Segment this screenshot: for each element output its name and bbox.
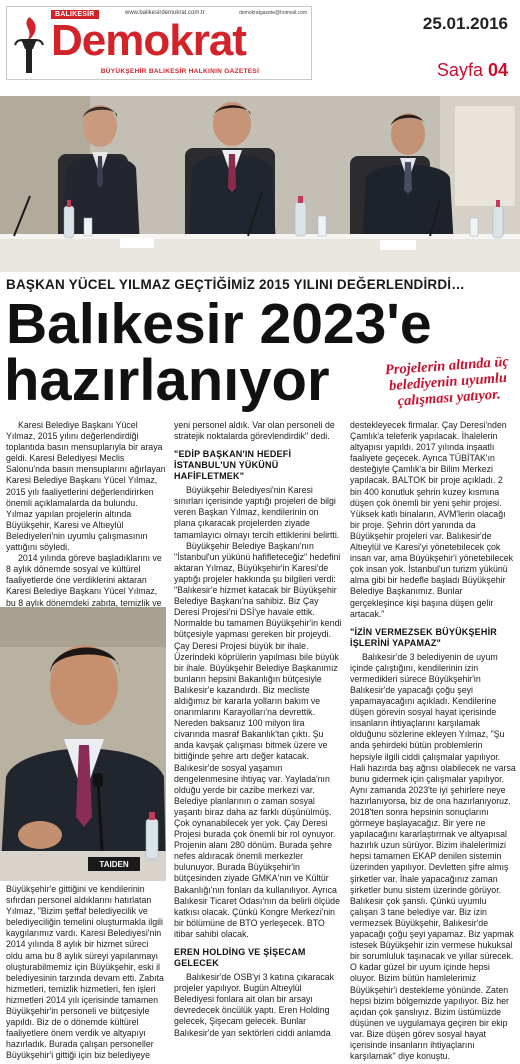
section-heading: "İZİN VERMEZSEK BÜYÜKŞEHİR İŞLERİNİ YAPAMAZ" [350, 626, 497, 648]
article-column-2 [174, 420, 342, 1062]
paragraph: yeni personel aldık. Var olan personeli de stratejik noktalarda görevlendirdik" dedi. [174, 420, 335, 442]
email-link[interactable]: demokratgazete@hotmail.com [239, 10, 307, 16]
sub-headline: Projelerin altında üç belediyenin uyumlu çalışması yatıyor. [384, 353, 510, 410]
article-column-3 [350, 420, 516, 1062]
paragraph: Balıkesir'de OSB'yi 3 katına çıkaracak projeler yapılıyor. Bugün Altıeylül Belediyesi fonlara ait olan bir arsayı devredecek öncülük yaptı. Eren Holding gelecek, Şişecam gelecek. Bunlar Balıkesir'de yan sektörleri ciddi anlamda [174, 972, 335, 1038]
page-number [437, 60, 508, 81]
newspaper-title: Demokrat [51, 16, 246, 65]
paragraph: 2014 yılında göreve başladıklarını ve 8 aylık dönemde sosyal ve kültürel faaliyetlerde öne verdiklerini aktaran Karesi Belediye Başkanı Yücel Yılmaz, bu 8 aylık dönemdeki zabıta, temizlik ve [6, 553, 162, 608]
article-column-1-top [6, 420, 166, 606]
supra-headline: BAŞKAN YÜCEL YILMAZ GEÇTİĞİMİZ 2015 YILINI DEĞERLENDİRDİ… [6, 277, 465, 292]
paragraph: Büyükşehir Belediye Başkanı'nın "İstanbul'un yükünü hafifleteceğiz" hedefini aktaran Yılmaz, Büyükşehir'in Karesi'de yaptığı projeler hakkında şu bilgileri verdi: "Balıkesir'e hizmet katacak bir Büyükşehir Belediye Başkanı'na sahibiz. Biz Çay Deresi Projesi'ni DSİ'ye havale ettik. Normalde bu tamamen Büyükşehir'in kendi bütçesiyle yapması gereken bir projeydi. Çay Deresi Projesi büyük bir ihale. Üzerindeki köprülerin yapılması bile büyük bir ihale. Büyükşehir Belediye Başkanımız bunların hepsini Bakanlığın bütçesiyle Balıkesir'e kazandırdı. Biz mecliste aldığımız bir kararla yolların bakım ve onarımlarını Karayolları'na devrettik. Nereden baksanız 100 milyon lira civarında masraf Bakanlık'tan çıktı. Şu anda kavşak çalışması bitmek üzere ve bittiğinde şehre artı değer katacak. Balıkesir'de sosyal yaşamın dengelenmesine ihtiyaç var. Yaylada'nın olduğu yerde bir cazibe merkezi var. Belediye planlarının o zaman sosyal yaşantı biraz daha az farklı düşünülmüş. Çok oynanabilecek yer yok. Çay Deresi Projesi burada çok önemli bir rol oynuyor. Projenin alanı 280 dönüm. Burada şehre nefes aldıracak önemli merkezler bulunuyor. Burada Büyükşehir'in bütçesinden ziyade GMKA'nın ve Kültür Bakanlığı'nın fonları da kullanılıyor. Ayrıca Balıkesir Ticaret Odası'nın da belirli ölçüde katkısı olacak. Çünkü Kongre Merkezi'nin bir bölümüne de BTO yerleşecek. BTO itibar sahibi olacak. [174, 540, 342, 939]
website-link[interactable]: www.balikesirdemokrat.com.tr [125, 10, 205, 16]
section-heading: "EDİP BAŞKAN'IN HEDEFİ İSTANBUL'UN YÜKÜNÜ HAFİFLETMEK" [174, 449, 292, 482]
masthead [0, 0, 520, 86]
paragraph: Büyükşehir Belediyesi'nin Karesi sınırları içerisinde yaptığı projeleri de bilgi veren Başkan Yılmaz, kendilerinin on plana çıkaracak projelerden ziyade tamamlayıcı olmayı tercih ettiklerini belirtti. [174, 485, 340, 540]
page-number-value: 04 [487, 60, 508, 80]
paragraph: Karesi Belediye Başkanı Yücel Yılmaz, 2015 yılını değerlendirdiği toplantıda basın mensuplarıyla bir araya geldi. Karesi Belediyesi Meclis Salonu'nda basın mensuplarını ağırlayan Karesi Belediye Başkanı Yücel Yılmaz, 2015 yılı faaliyetlerini değerlendirirken önemli açıklamalarda da bulundu. Yılmaz yapılan projelerin altında Büyükşehir, Karesi ve Altıeylül Belediyeleri'nin uyumlu çalışmasının yattığını söyledi. [6, 420, 166, 553]
issue-date: 25.01.2016 [422, 14, 508, 33]
press-meeting-photo [0, 96, 520, 272]
newspaper-logo[interactable] [6, 6, 312, 80]
page-word: Sayfa [436, 60, 483, 80]
nameplate-text: TAIDEN [99, 860, 129, 869]
article-column-1-bottom [6, 884, 166, 1062]
section-heading: EREN HOLDİNG VE ŞİŞECAM GELECEK [174, 947, 306, 969]
paragraph: destekleyecek firmalar. Çay Deresi'nden Çamlık'a teleferik yapılacak. İhalelerin altyapısı yapıldı. 2017 yılında inşaatlı faaliyete geçecek. Ayrıca TÜBİTAK'ın desteğiyle Çamlık'a bir Bilim Merkezi yapılacak. BALTOK bir proje açıkladı. 2 bin 400 konutluk şehrin kuzey kısmına düşen çok önemli bir yeni şehir projesi. Yüksek katlı binaların, AVM'lerin olacağı bir proje. Şehrin dört yanında da Büyükşehir projeleri var. Balıkesir'de Altıeylül ve Karesi'yi yönetebilecek çok insan var, ama Büyükşehir'i yönetebilecek çok insan yok. İstanbul'un turizm yükünü alma gibi bir hedefle başladı Büyükşehir Belediye Başkanımız. Bunlar gerçekleşince kişi başına düşen gelir artacak." [350, 420, 514, 619]
press-meeting-illustration [0, 96, 520, 272]
torch-icon [9, 9, 49, 77]
main-headline-line2: hazırlanıyor [4, 348, 330, 413]
paragraph: Büyükşehir'e gittiğini ve kendilerinin sıfırdan personel aldıklarını hatırlatan Yılmaz, "Bizim şeffaf belediyecilik ve belediyeciliğin temelini oluşturmakla ilgili kaygılarımız vardı. Karesi Belediyesi'nin 2014 yılında 8 aylık bir hizmet süreci oldu ama bu 8 aylık süreyi yapılanmayı oluşturabilmemiz için Büyükşehir, eski il belediyesinin tarzında devam etti. Zabıta hizmetleri, temizlik hizmetleri, fen işleri hizmetleri 2014 yılı içerisinde tamamen Büyükşehir'in personeli ve bütçesiyle yapıldı. Biz de o dönemde kültürel faaliyetlere önem verdik ve altyapıyı hazırladık. Burada çalışan personeller Büyükşehir'i gittiği için biz belediyeye [6, 884, 164, 1061]
mayor-portrait-illustration [0, 607, 166, 881]
mayor-portrait-photo [0, 607, 166, 881]
main-headline-line1: Balıkesir 2023'e [6, 292, 432, 356]
paragraph: Balıkesir'de 3 belediyenin de uyum içinde çalıştığını, kendilerinin izin vermedikleri sürece Büyükşehir'in Balıkesir'de yapacağı çoğu şeyi yapamayacağını açıkladı. Kendilerine düşen görevin sosyal hayat içerisinde insanların ihtiyaçlarını karşılamak olduğunu sözlerine ekleyen Yılmaz, "Şu anda şehirdeki bütün problemlerin hepsiyle ilgili ciddi çalışmalar yapılıyor. Hali hazırda baş ağrısı olabilecek ne varsa bunu gidermek için çalışmalar yapılıyor. Aynı zamanda 2023'te iyi şehirlere neye hazırlanıyorsa, biz de ona hazırlanıyoruz. 2018'ten sonra hepsinin sonuçlarını görmeye başlayacağız. Bir yere ne yapılacağını kararlaştırmak ve altyapısal hazırlık uzun sürüyor. Bizim ihalelerimizi hepsi tamamen EKAP denilen sistemin üzerinden yapılıyor. Devletten şifre almış şirketler var. İhale yapacağınız zaman şirketler bunu sistem üzerinde görüyor. Balıkesir çok şanslı. Çünkü uyumlu çalışan 3 tane belediye var. Biz izin vermezsek Büyükşehir, Balıkesir'de yapacağı çoğu şeyi yapamaz. Biz yapmak istesek Büyükşehir izin vermese hukuksal bir sorumluluk taşınacak ve yıllar sürecek. O kadar güzel bir uyum içinde hepsi oluyor. Bizim bütün hamlelerimiz Büyükşehir'i destekleme yönünde. Zaten hepsi bizim bölgemizde yapılıyor. Biz her açıdan çok şanslıyız. Bizim üstümüzde düşünen ve uygulamaya geçiren bir ekip var. Bize düşen görev sosyal hayat içerisinde insanların ihtiyaçlarını karşılamak" diye konuştu. [350, 651, 516, 1062]
newspaper-tagline: BÜYÜKŞEHİR BALIKESİR HALKININ GAZETESİ [100, 68, 260, 75]
city-label: BALIKESİR [51, 10, 99, 19]
